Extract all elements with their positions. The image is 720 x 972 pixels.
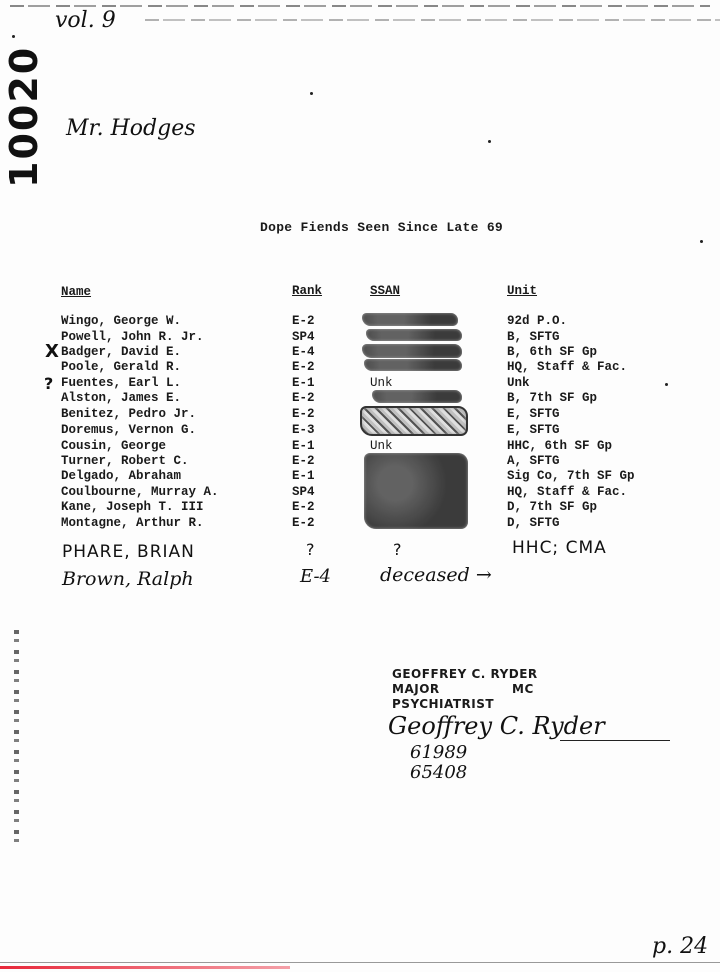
signature-block xyxy=(392,667,542,712)
row-rank: E-4 xyxy=(292,345,315,359)
signature-number-1: 61989 xyxy=(410,742,468,763)
column-header-rank: Rank xyxy=(292,284,323,298)
row-name: Cousin, George xyxy=(61,439,167,453)
row-unit: 92d P.O. xyxy=(507,314,568,328)
row-rank: E-2 xyxy=(292,407,315,421)
column-header-unit: Unit xyxy=(507,284,538,298)
bottom-scan-rule xyxy=(0,962,720,963)
redaction-block xyxy=(366,329,462,341)
scan-speck xyxy=(12,35,15,38)
row-rank: E-2 xyxy=(292,500,315,514)
row-name: Turner, Robert C. xyxy=(61,454,189,468)
row-ssan: Unk xyxy=(370,439,393,453)
document-title: Dope Fiends Seen Since Late 69 xyxy=(260,220,504,235)
row-rank: E-2 xyxy=(292,360,315,374)
redaction-block xyxy=(372,390,462,403)
row-rank: E-1 xyxy=(292,469,315,483)
row-rank: E-1 xyxy=(292,439,315,453)
row-rank: SP4 xyxy=(292,485,315,499)
row-name: Delgado, Abraham xyxy=(61,469,182,483)
redaction-block xyxy=(362,313,458,326)
row-unit: HHC, 6th SF Gp xyxy=(507,439,613,453)
row-rank: SP4 xyxy=(292,330,315,344)
row-unit: D, SFTG xyxy=(507,516,560,530)
row-name: Montagne, Arthur R. xyxy=(61,516,204,530)
handwritten-row-name: Brown, Ralph xyxy=(62,568,194,590)
row-unit: Unk xyxy=(507,376,530,390)
typed-name: GEOFFREY C. RYDER xyxy=(392,667,538,681)
officer-rank-line xyxy=(392,682,542,697)
row-rank: E-1 xyxy=(292,376,315,390)
row-unit: HQ, Staff & Fac. xyxy=(507,485,628,499)
redaction-block xyxy=(362,344,462,358)
row-name: Poole, Gerald R. xyxy=(61,360,182,374)
scan-edge-noise xyxy=(14,630,19,850)
row-rank: E-2 xyxy=(292,391,315,405)
row-name: Alston, James E. xyxy=(61,391,182,405)
handwritten-signature: Geoffrey C. Ryder xyxy=(388,712,605,740)
signature-number-2: 65408 xyxy=(410,762,468,783)
redaction-block xyxy=(360,406,468,436)
signature-underline xyxy=(560,740,670,741)
officer-corps: MC xyxy=(512,682,534,696)
row-name: Kane, Joseph T. III xyxy=(61,500,204,514)
question-mark: ? xyxy=(44,374,54,393)
column-header-name: Name xyxy=(61,285,92,299)
handwritten-row-unit: HHC; CMA xyxy=(512,538,607,558)
officer-rank: MAJOR xyxy=(392,682,440,696)
redaction-block xyxy=(364,453,468,529)
row-rank: E-2 xyxy=(292,314,315,328)
handwritten-row-ssan: deceased → xyxy=(380,564,492,586)
addressee-annotation: Mr. Hodges xyxy=(66,116,196,141)
row-name: Doremus, Vernon G. xyxy=(61,423,197,437)
row-unit: D, 7th SF Gp xyxy=(507,500,598,514)
handwritten-row-rank: ? xyxy=(306,540,316,559)
row-name: Coulbourne, Murray A. xyxy=(61,485,219,499)
bottom-red-bar xyxy=(0,966,290,969)
x-mark: X xyxy=(45,341,59,362)
page-number-note: p. 24 xyxy=(652,934,709,959)
row-unit: A, SFTG xyxy=(507,454,560,468)
row-unit: B, SFTG xyxy=(507,330,560,344)
handwritten-row-ssan: ? xyxy=(393,540,403,559)
scan-speck xyxy=(310,92,313,95)
row-name: Powell, John R. Jr. xyxy=(61,330,204,344)
row-unit: HQ, Staff & Fac. xyxy=(507,360,628,374)
redaction-block xyxy=(364,359,462,371)
document-stamp-number: 10020 xyxy=(2,45,46,188)
row-name: Fuentes, Earl L. xyxy=(61,376,182,390)
row-name: Badger, David E. xyxy=(61,345,182,359)
handwritten-row-name: PHARE, BRIAN xyxy=(62,542,195,562)
scan-speck xyxy=(488,140,491,143)
volume-annotation: vol. 9 xyxy=(55,8,116,33)
row-unit: E, SFTG xyxy=(507,407,560,421)
handwritten-row-rank: E-4 xyxy=(300,566,332,587)
officer-title: PSYCHIATRIST xyxy=(392,697,495,711)
scan-artifact-top-2 xyxy=(145,19,720,21)
row-name: Benitez, Pedro Jr. xyxy=(61,407,197,421)
row-rank: E-2 xyxy=(292,454,315,468)
column-header-ssan: SSAN xyxy=(370,284,401,298)
row-unit: Sig Co, 7th SF Gp xyxy=(507,469,635,483)
row-unit: E, SFTG xyxy=(507,423,560,437)
row-rank: E-3 xyxy=(292,423,315,437)
scan-artifact-top xyxy=(10,5,710,7)
scan-speck xyxy=(665,383,668,386)
row-name: Wingo, George W. xyxy=(61,314,182,328)
row-unit: B, 7th SF Gp xyxy=(507,391,598,405)
row-rank: E-2 xyxy=(292,516,315,530)
row-unit: B, 6th SF Gp xyxy=(507,345,598,359)
scan-speck xyxy=(700,240,703,243)
row-ssan: Unk xyxy=(370,376,393,390)
